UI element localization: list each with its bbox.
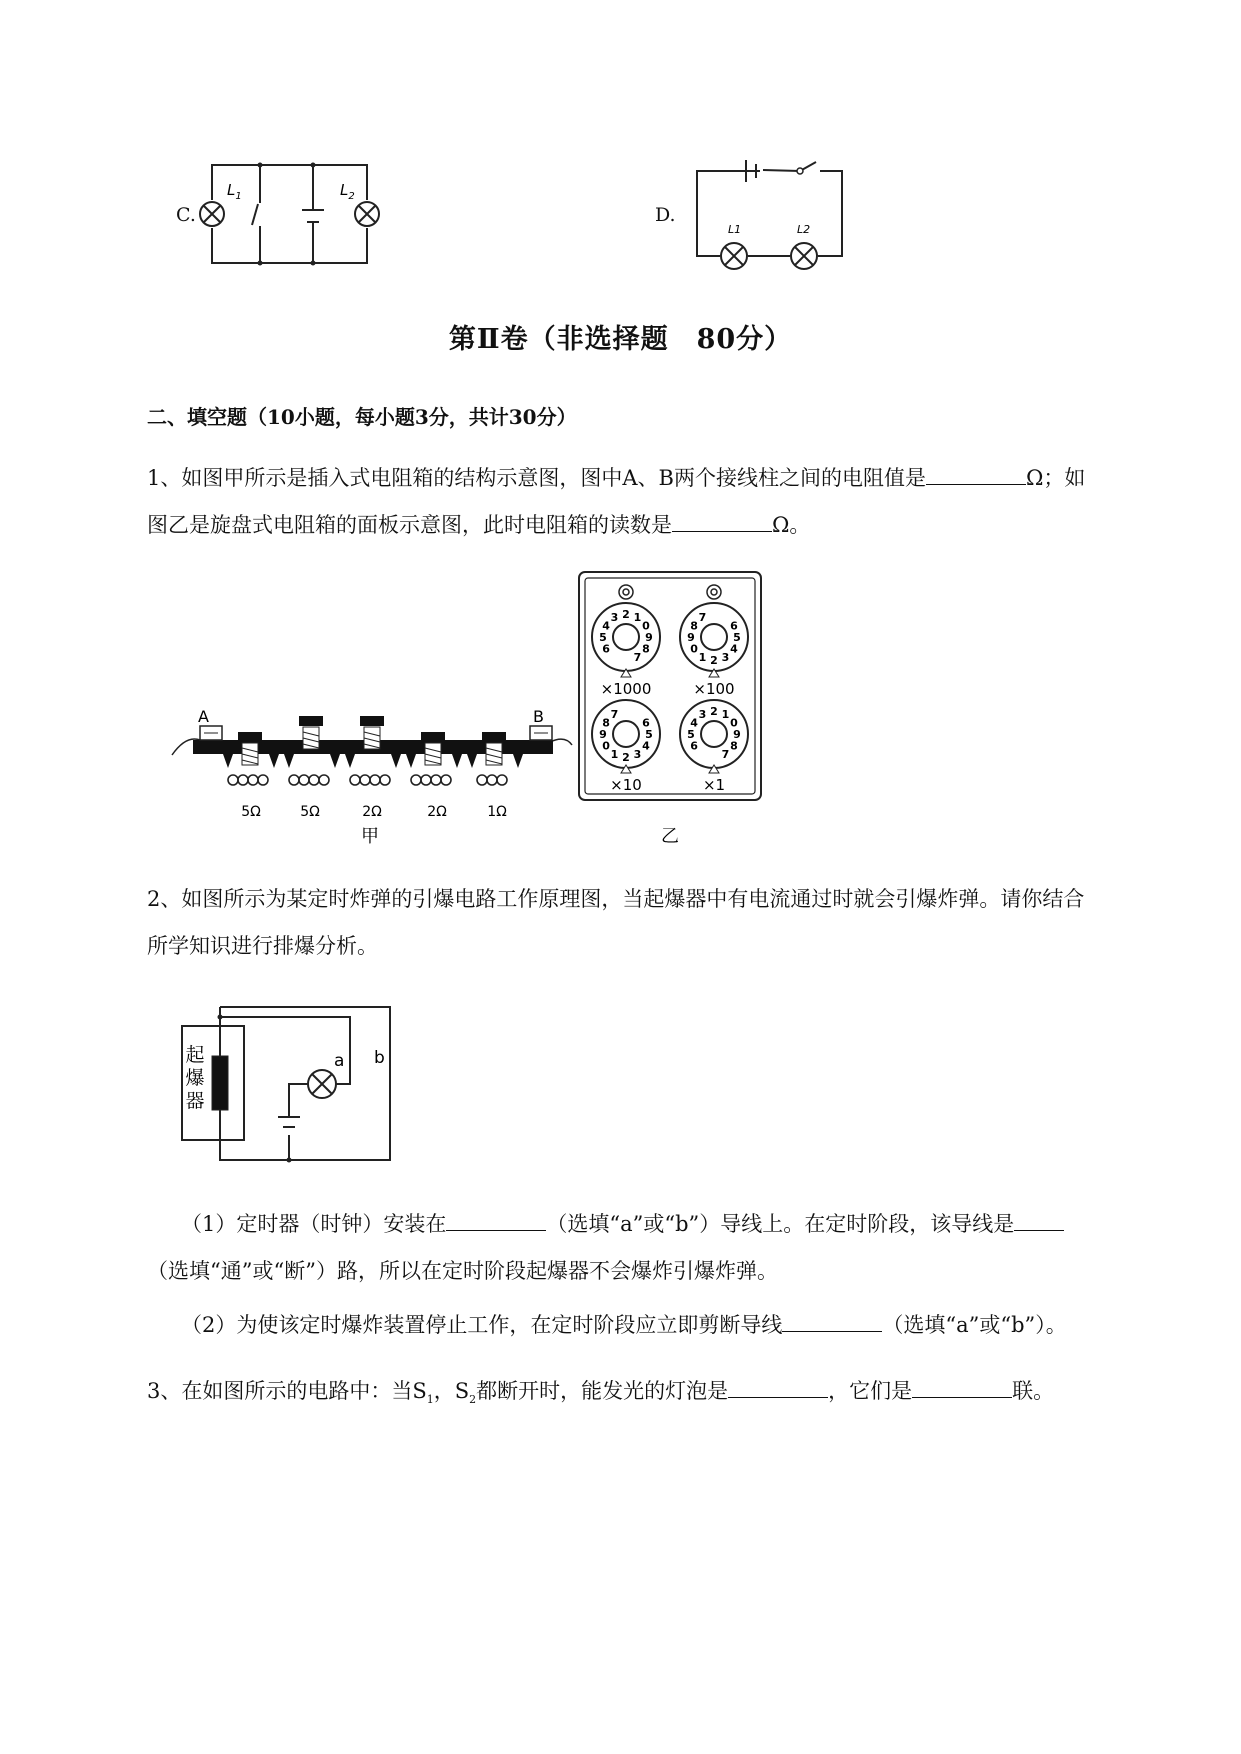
figure-jia-caption: 甲 [361,826,379,847]
question-2: 2、如图所示为某定时炸弹的引爆电路工作原理图，当起爆器中有电流通过时就会引爆炸弹。请你结合 所学知识进行排爆分析。 [147,887,1085,958]
dial-digit: 4 [602,619,610,633]
lamp-d2-icon [791,243,817,269]
multiplier-x10: ×10 [610,776,642,794]
dial-digit: 0 [602,739,610,753]
option-c-label: C. [176,204,196,226]
q1-blank-2[interactable] [672,509,772,532]
lamp-d1-label: L1 [728,223,742,236]
q3-blank-2[interactable] [912,1375,1012,1398]
multiplier-x1000: ×1000 [600,680,652,698]
multiplier-x1: ×1 [702,776,726,794]
q2-2-blank[interactable] [782,1309,882,1332]
dial-digit: 6 [690,739,698,753]
resistor-label-3: 2Ω [362,804,382,820]
dial-digit: 6 [602,642,610,656]
dial-digit: 2 [710,705,718,718]
battery-bomb-icon [278,1117,300,1127]
plug-1-icon [238,732,262,765]
dial-digit: 6 [642,716,650,730]
plug-5-icon [482,732,506,765]
dial-digit: 7 [721,747,730,761]
option-d-label: D. [655,204,676,226]
dial-digit: 8 [730,739,738,753]
q2-1-blank-2[interactable] [1014,1208,1064,1231]
dial-digit: 7 [610,708,619,722]
dial-digit: 3 [721,650,730,664]
wire-b-label: b [374,1048,385,1068]
lamp-l1-label: $L_1$ [227,181,242,202]
resistor-label-5: 1Ω [487,804,507,820]
wire-a-label: a [334,1051,345,1071]
dial-digit: 2 [622,751,630,764]
lamp-bomb-icon [308,1070,336,1098]
dial-digit: 1 [721,708,730,722]
dial-digit: 2 [710,654,718,667]
dial-digit: 4 [690,716,698,730]
dial-digit: 7 [698,611,707,625]
dial-digit: 8 [642,642,650,656]
dial-digit: 0 [730,716,738,730]
dial-digit: 3 [610,611,619,625]
detonator-label-3: 器 [185,1090,205,1112]
dial-digit: 5 [599,631,607,644]
plug-4-icon [421,732,445,765]
dial-digit: 1 [610,747,619,761]
dial-digit: 7 [633,650,642,664]
dial-digit: 5 [733,631,741,644]
lamp-d2-label: L2 [797,223,811,236]
plug-2-icon [299,716,323,749]
question-2-1: （1）定时器（时钟）安装在 （选填“a”或“b”）导线上。在定时阶段，该导线是 （选填“通”或“断”）路，所以在定时阶段起爆器不会爆炸引爆炸弹。 [147,1205,1157,1290]
plug-3-icon [360,716,384,749]
q2-1-blank-1[interactable] [446,1208,546,1231]
dial-digit: 9 [599,728,607,741]
resistor-label-1: 5Ω [241,804,261,820]
dial-digit: 1 [633,611,642,625]
q1-blank-1[interactable] [926,462,1026,485]
resistor-coils [228,775,507,785]
lamp-l2-icon [355,202,379,226]
lamp-l1-icon [200,202,224,226]
section-title: 二、填空题（10小题，每小题3分，共计30分） [147,405,577,429]
battery-c-icon [302,210,324,222]
detonator-coil-icon [212,1056,228,1110]
dial-digit: 5 [687,728,695,741]
multiplier-x100: ×100 [693,680,735,698]
switch-d-icon [797,168,803,174]
resistor-label-4: 2Ω [427,804,447,820]
lamp-d1-icon [721,243,747,269]
part-title: 第Ⅱ卷（非选择题 80分） [448,324,793,355]
dial-digit: 4 [730,642,738,656]
detonator-label-1: 起 [185,1044,205,1066]
dial-digit: 3 [633,747,642,761]
dial-digit: 6 [730,619,738,633]
dial-digit: 0 [690,642,698,656]
question-2-2: （2）为使该定时爆炸装置停止工作，在定时阶段应立即剪断导线 （选填“a”或“b”）。 [181,1306,1067,1344]
dial-digit: 9 [733,728,741,741]
terminal-b-label: B [533,707,544,726]
question-1: 1、如图甲所示是插入式电阻箱的结构示意图，图中A、B两个接线柱之间的电阻值是 Ω；如 图乙是旋盘式电阻箱的面板示意图，此时电阻箱的读数是 Ω。 [147,459,1157,544]
dial-digit: 1 [698,650,707,664]
dial-digit: 8 [602,716,610,730]
question-3: 3、在如图所示的电路中：当$S_1$，$S_2$都断开时，能发光的灯泡是 ，它们是 联。 [147,1372,1054,1419]
terminal-a-label: A [198,707,209,726]
dial-digit: 0 [642,619,650,633]
terminal-a-icon [200,726,222,740]
dial-digit: 5 [645,728,653,741]
terminal-b-icon [530,726,552,740]
lamp-l2-label: $L_2$ [340,181,355,202]
figure-yi-caption: 乙 [661,826,679,847]
dial-digit: 4 [642,739,650,753]
dial-digit: 9 [687,631,695,644]
dial-digit: 9 [645,631,653,644]
dial-digit: 2 [622,608,630,621]
dial-digit: 3 [698,708,707,722]
resistor-label-2: 5Ω [300,804,320,820]
q3-blank-1[interactable] [728,1375,828,1398]
dial-digit: 8 [690,619,698,633]
detonator-label-2: 爆 [185,1067,205,1089]
